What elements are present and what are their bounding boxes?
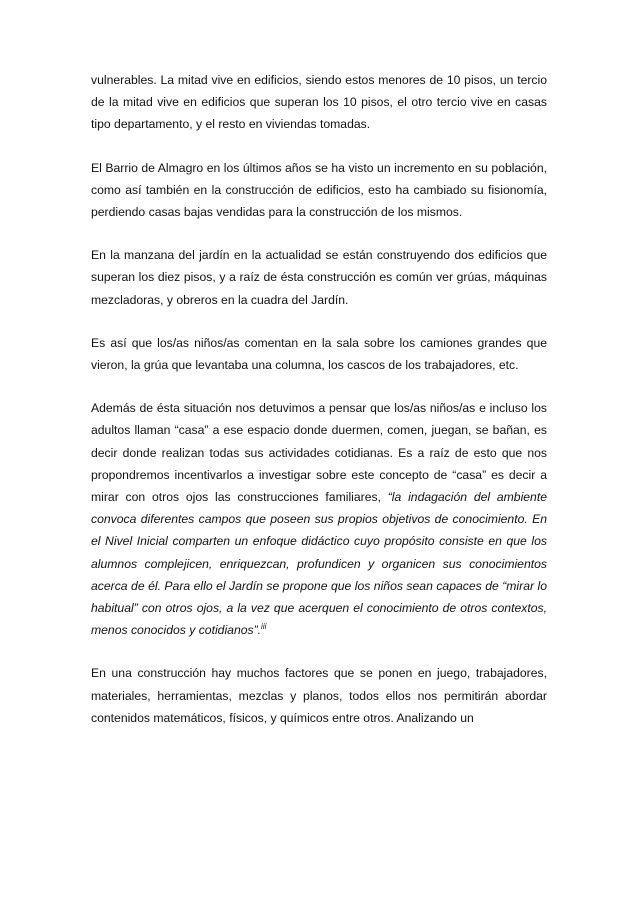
paragraph-text: En la manzana del jardín en la actualidad se están construyendo dos edificios que superan los diez pisos, y a raíz de ésta construcción es común ver grúas, máquinas mezcladoras, y obreros en la cuadra del Jardín. xyxy=(91,248,547,307)
paragraph-text: vulnerables. La mitad vive en edificios, siendo estos menores de 10 pisos, un tercio de la mitad vive en edificios que superan los 10 pisos, el otro tercio vive en casas tipo departamento, y el resto en viviendas tomadas. xyxy=(91,73,547,132)
paragraph-text: En una construcción hay muchos factores que se ponen en juego, trabajadores, materiales, herramientas, mezclas y planos, todos ellos nos permitirán abordar contenidos matemáticos, físicos, y químicos entre otros. Analizando un xyxy=(91,666,547,725)
paragraph-almagro xyxy=(91,157,547,224)
paragraph-text: El Barrio de Almagro en los últimos años se ha visto un incremento en su población, como así también en la construcción de edificios, esto ha cambiado su fisionomía, perdiendo casas bajas vendidas para la construcción de los mismos. xyxy=(91,160,547,220)
paragraph-housing xyxy=(91,69,547,136)
paragraph-block-construction xyxy=(91,244,547,311)
italic-quote: “la indagación del ambiente convoca diferentes campos que poseen sus propios objetivos de conocimiento. En el Nivel Inicial comparten un enfoque didáctico cuyo propósito consiste en que los alumnos complejicen, enriquezcan, profundicen y organicen sus conocimientos acerca de él. Para ello el Jardín se propone que los niños sean capaces de “mirar lo habitual” con otros ojos, a la vez que acerquen el conocimiento de otros contextos, menos conocidos y cotidianos”. xyxy=(91,490,547,638)
paragraph-construction-factors xyxy=(91,662,547,729)
endnote-reference[interactable]: iii xyxy=(261,622,267,632)
paragraph-text: Además de ésta situación nos detuvimos a pensar que los/as niños/as e incluso los adultos llaman “casa” a ese espacio donde duermen, comen, juegan, se bañan, es decir donde realizan todas sus actividades cotidianas. Es a raíz de esto que nos propondremos incentivarlos a investigar sobre este concepto de “casa” es decir a mirar con otros ojos las construcciones familiares, xyxy=(91,401,547,505)
paragraph-casa-concept xyxy=(91,397,547,641)
paragraph-children-comments xyxy=(91,332,547,376)
body-text xyxy=(91,69,547,729)
paragraph-text: Es así que los/as niños/as comentan en la sala sobre los camiones grandes que vieron, la grúa que levantaba una columna, los cascos de los trabajadores, etc. xyxy=(91,335,547,373)
